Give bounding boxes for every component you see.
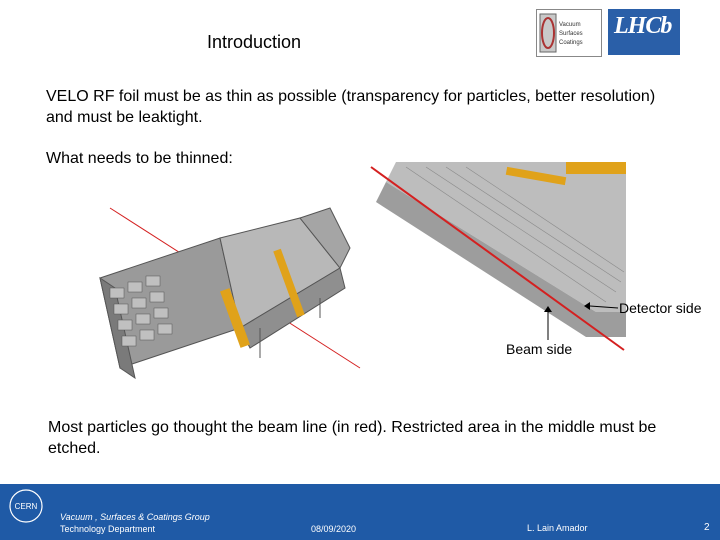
footer-department: Technology Department — [60, 524, 156, 534]
paragraph-what-to-thin: What needs to be thinned: — [46, 150, 233, 167]
cern-logo-text: CERN — [14, 502, 38, 511]
cern-logo — [8, 488, 44, 524]
vsc-logo-text-3: Coatings — [559, 40, 583, 46]
vsc-logo — [536, 9, 602, 57]
lhcb-logo-text: LHCb — [614, 13, 672, 39]
footer-group: Vacuum , Surfaces & Coatings Group — [60, 512, 210, 522]
vsc-logo-text-1: Vacuum — [559, 22, 581, 28]
vsc-logo-text-2: Surfaces — [559, 31, 583, 37]
footer-bar — [0, 484, 720, 540]
slide-title: Introduction — [207, 32, 302, 52]
footer-date: 08/09/2020 — [311, 524, 357, 534]
page-number: 2 — [704, 522, 710, 533]
detector-side-label: Detector side — [619, 300, 702, 316]
velo-assembly-image — [90, 188, 370, 428]
beam-side-label: Beam side — [506, 341, 573, 357]
footer-author: L. Lain Amador — [527, 523, 588, 533]
lhcb-logo — [608, 9, 680, 55]
paragraph-beam-line: Most particles go thought the beam line (in red). Restricted area in the middle must be etched. — [48, 419, 657, 457]
paragraph-foil-requirements: VELO RF foil must be as thin as possible (transparency for particles, better resolution) and must be leaktight. — [46, 88, 656, 126]
